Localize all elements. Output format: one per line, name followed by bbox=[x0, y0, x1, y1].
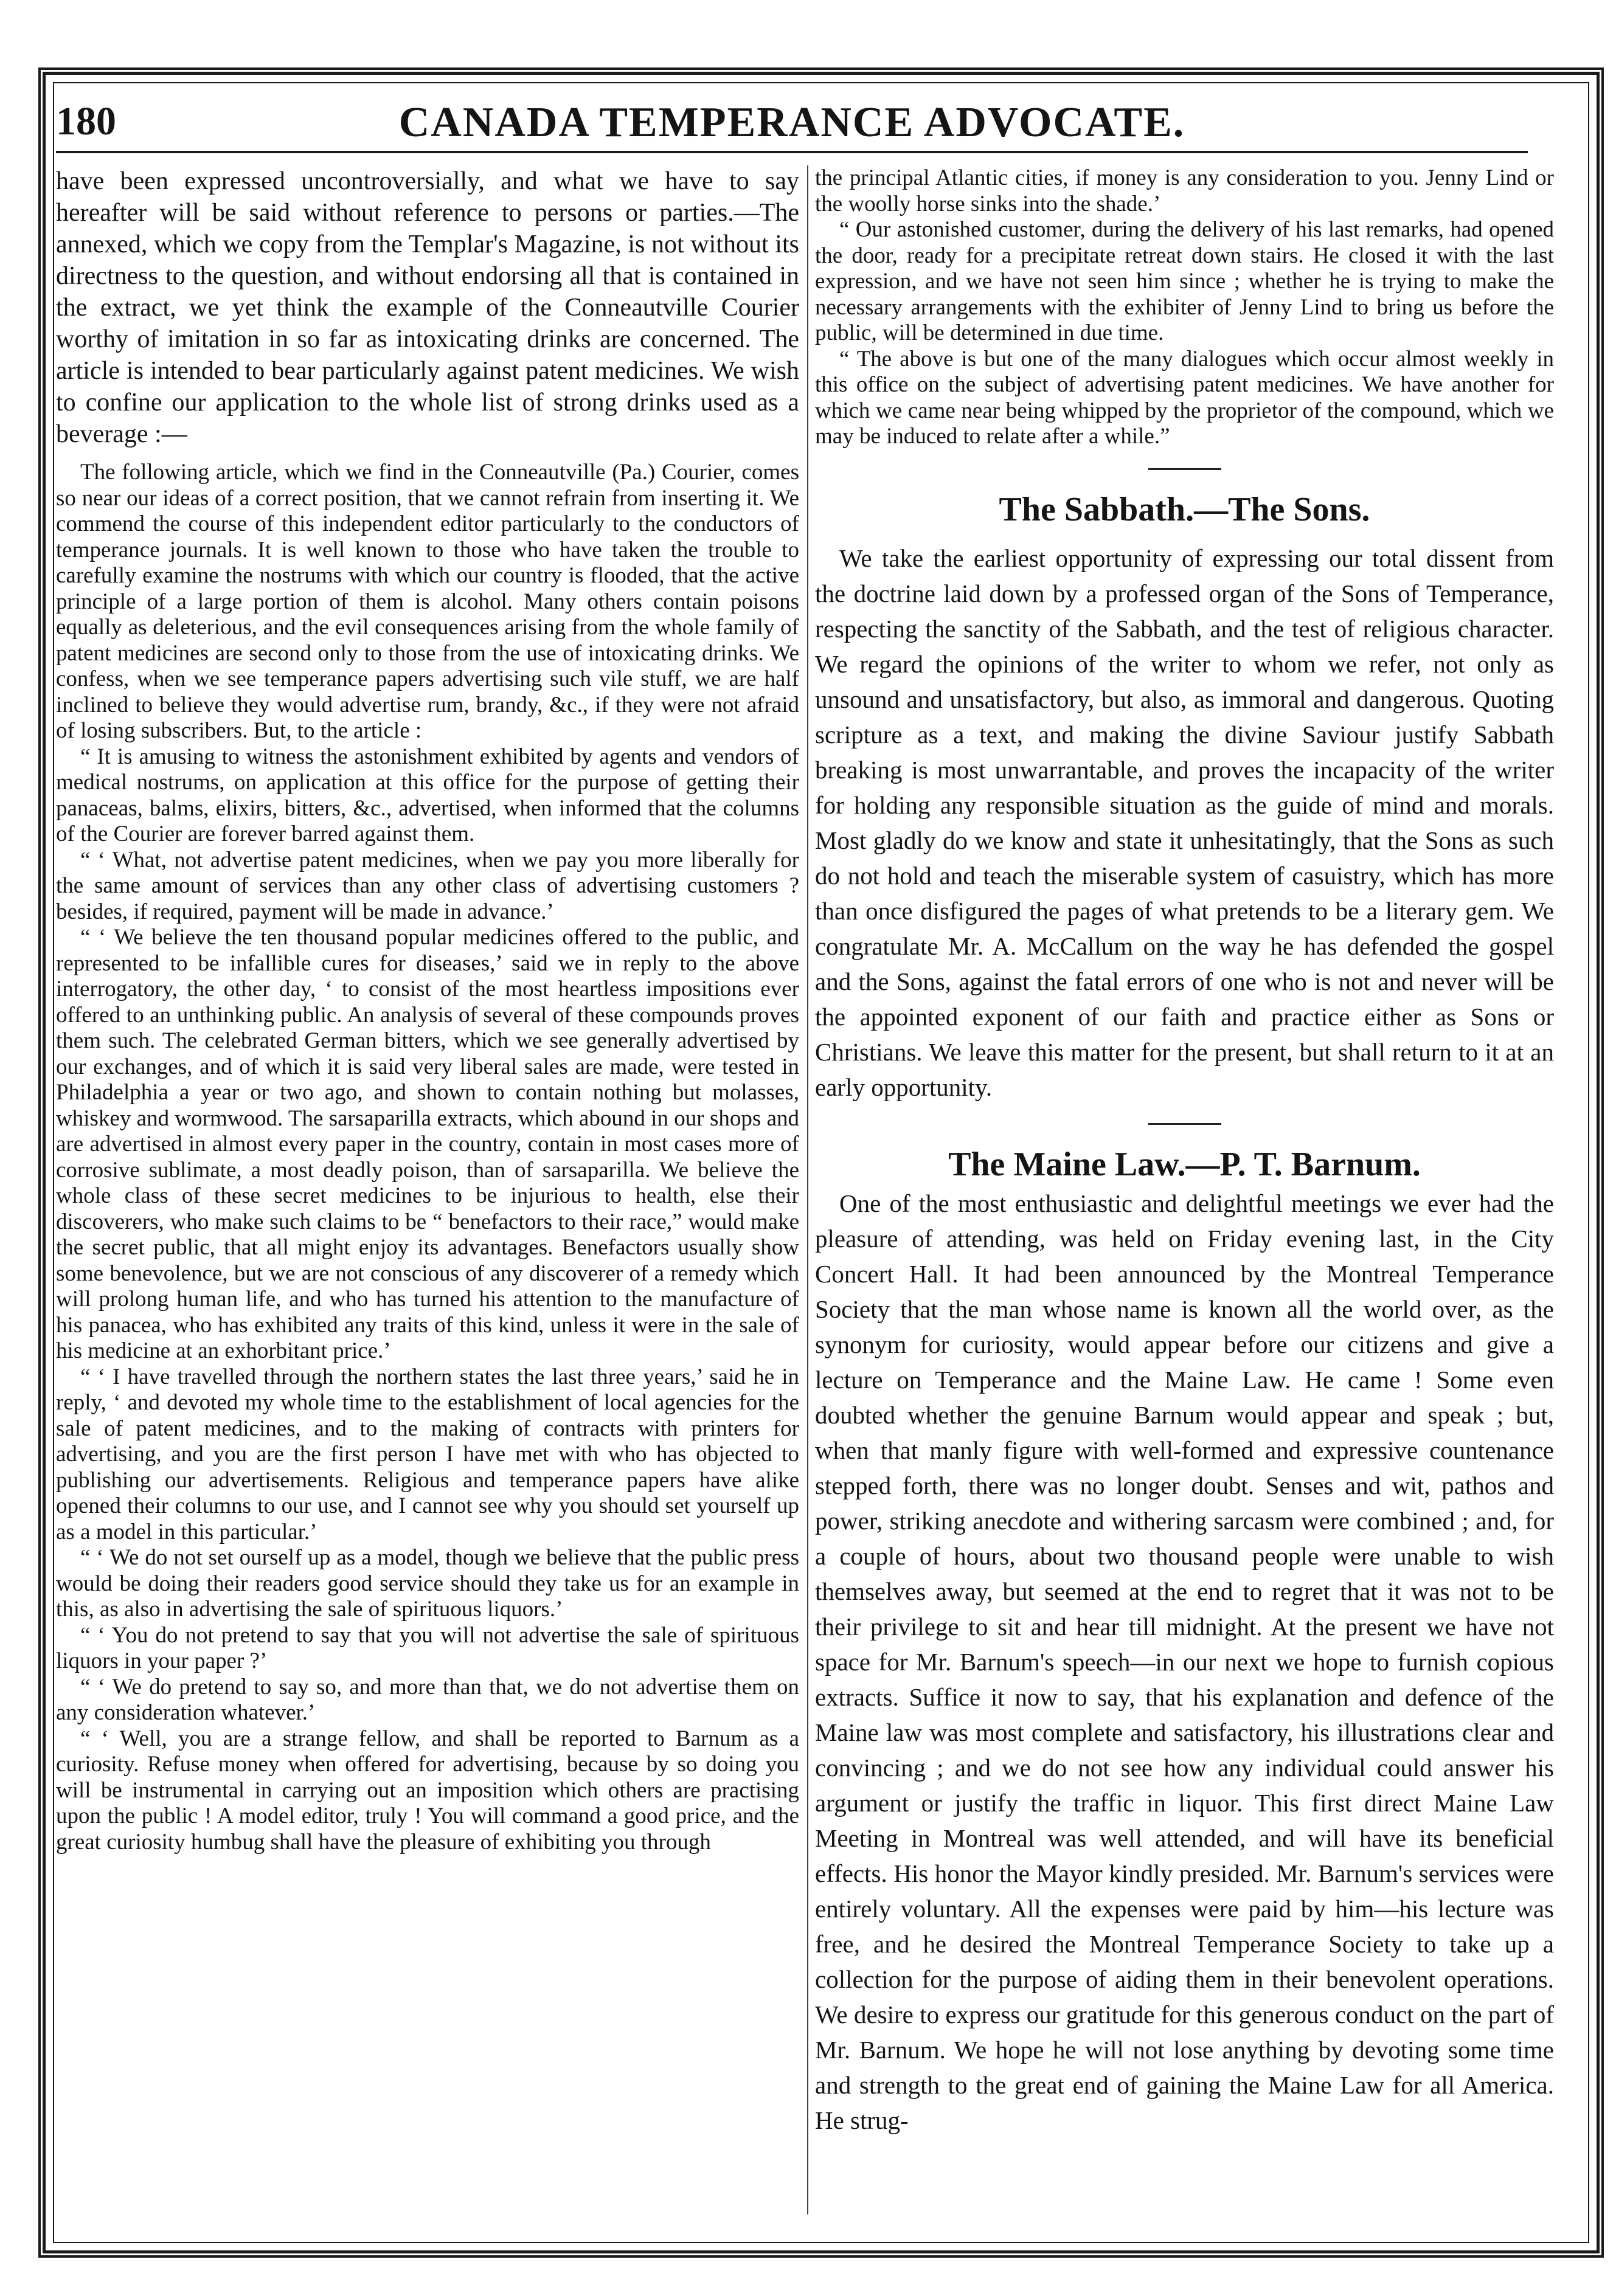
continued-paragraph: the principal Atlantic cities, if money is any consideration to you. Jenny Lind or the woolly horse sinks into the shade.’ bbox=[815, 165, 1554, 216]
maine-law-paragraph: One of the most enthusiastic and delightful meetings we ever had the pleasure of attending, was held on Friday evening last, in the City Concert Hall. It had been announced by the Montreal Temperance Society that the man whose name is known all the world over, as the synonym for curiosity, would appear before our citizens and give a lecture on Temperance and the Maine Law. He came ! Some even doubted whether the genuine Barnum would appear and speak ; but, when that manly figure with well-formed and expressive countenance stepped forth, there was no longer doubt. Senses and wit, pathos and power, striking anecdote and withering sarcasm were combined ; and, for a couple of hours, about two thousand people were unable to wish themselves away, but seemed at the end to regret that it was not to be their privilege to sit and hear till midnight. At the present we have not space for Mr. Barnum's speech—in our next we hope to furnish copious extracts. Suffice it now to say, that his explanation and defence of the Maine law was most complete and satisfactory, his illustrations clear and convincing ; and we do not see how any individual could answer his argument or justify the traffic in liquor. This first direct Maine Law Meeting in Montreal was well attended, and will have its beneficial effects. His honor the Mayor kindly presided. Mr. Barnum's services were entirely voluntary. All the expenses were paid by him—his lecture was free, and he desired the Montreal Temperance Society to take up a collection for the purpose of aiding them in their benevolent operations. We desire to express our gratitude for this generous conduct on the part of Mr. Barnum. We hope he will not lose anything by devoting some time and strength to the great end of gaining the Maine Law for all America. He strug- bbox=[815, 1189, 1554, 2134]
page-header bbox=[56, 99, 1528, 153]
continued-paragraph: “ Our astonished customer, during the delivery of his last remarks, had opened the door, ready for a precipitate retreat down stairs. He closed it with the last expression, and we have not seen him since ; whether he is trying to make the necessary arrangements with the exhibiter of Jenny Lind to bring us before the public, will be determined in due time. bbox=[815, 217, 1554, 345]
section-heading-sabbath: The Sabbath.—The Sons. bbox=[999, 490, 1370, 528]
header-rule bbox=[56, 151, 1528, 153]
article-paragraph: “ ‘ We do pretend to say so, and more than that, we do not advertise them on any consideration whatever.’ bbox=[56, 1674, 799, 1725]
article-paragraph: “ ‘ Well, you are a strange fellow, and shall be reported to Barnum as a curiosity. Refuse money when offered for advertising, because by so doing you will be instrumental in carrying out an imposition which others are practising upon the public ! A model editor, truly ! You will command a good price, and the great curiosity humbug shall have the pleasure of exhibiting you through bbox=[56, 1726, 799, 1855]
article-paragraph: “ It is amusing to witness the astonishment exhibited by agents and vendors of medical nostrums, on application at this office for the purpose of getting their panaceas, balms, elixirs, bitters, &c., advertised, when informed that the columns of the Courier are forever barred against them. bbox=[56, 744, 799, 846]
intro-paragraph: have been expressed uncontroversially, and what we have to say hereafter will be said without reference to persons or parties.—The annexed, which we copy from the Templar's Magazine, is not without its directness to the question, and without endorsing all that is contained in the extract, we yet think the example of the Conneautville Courier worthy of imitation in so far as intoxicating drinks are concerned. The article is intended to bear particularly against patent medicines. We wish to confine our application to the whole list of strong drinks used as a beverage :— bbox=[56, 167, 799, 448]
page-number: 180 bbox=[56, 99, 116, 144]
section-heading-maine-law: The Maine Law.—P. T. Barnum. bbox=[948, 1145, 1421, 1183]
continued-paragraph: “ The above is but one of the many dialogues which occur almost weekly in this office on the subject of advertising patent medicines. We have another for which we came near being whipped by the proprietor of the compound, which we may be induced to relate after a while.” bbox=[815, 346, 1554, 449]
column-divider bbox=[807, 165, 808, 2215]
article-paragraph: “ ‘ We do not set ourself up as a model, though we believe that the public press would be doing their readers good service should they take us for an example in this, as also in advertising the sale of spirituous liquors.’ bbox=[56, 1545, 799, 1622]
article-paragraph: “ ‘ You do not pretend to say that you will not advertise the sale of spirituous liquors in your paper ?’ bbox=[56, 1622, 799, 1673]
sabbath-paragraph: We take the earliest opportunity of expressing our total dissent from the doctrine laid down by a professed organ of the Sons of Temperance, respecting the sanctity of the Sabbath, and the test of religious character. We regard the opinions of the writer to whom we refer, not only as unsound and unsatisfactory, but also, as immoral and dangerous. Quoting scripture as a text, and making the divine Saviour justify Sabbath breaking is most unwarrantable, and proves the incapacity of the writer for holding any responsible situation as the guide of mind and morals. Most gladly do we know and state it unhesitatingly, that the Sons as such do not hold and teach the miserable system of casuistry, which has more than once disfigured the pages of what pretends to be a literary gem. We congratulate Mr. A. McCallum on the way he has defended the gospel and the Sons, against the fatal errors of one who is not and never will be the appointed exponent of our faith and practice either as Sons or Christians. We leave this matter for the present, but shall return to it at an early opportunity. bbox=[815, 544, 1554, 1101]
article-paragraph: “ ‘ What, not advertise patent medicines, when we pay you more liberally for the same amount of services than any other class of advertising customers ? besides, if required, payment will be made in advance.’ bbox=[56, 847, 799, 924]
article-paragraph: “ ‘ We believe the ten thousand popular medicines offered to the public, and represented to be infallible cures for diseases,’ said we in reply to the above interrogatory, the other day, ‘ to consist of the most heartless impositions ever offered to an unthinking public. An analysis of several of these compounds proves them such. The celebrated German bitters, which we see generally advertised by our exchanges, and of which it is said very liberal sales are made, were tested in Philadelphia a year or two ago, and shown to contain nothing but molasses, whiskey and wormwood. The sarsaparilla extracts, which abound in our shops and are advertised in almost every paper in the country, contain in most cases more of corrosive sublimate, a most deadly poison, than of sarsaparilla. We believe the whole class of these secret medicines to be injurious to health, else their discoverers, who make such claims to be “ benefactors to their race,” would make the secret public, that all might enjoy its advantages. Benefactors usually show some benevolence, but we are not conscious of any discoverer of a remedy which will prolong human life, and who has turned his attention to the manufacture of his panacea, who has exhibited any traits of this kind, unless it were in the sale of his medicine at an exhorbitant price.’ bbox=[56, 925, 799, 1363]
right-column bbox=[815, 165, 1554, 2138]
left-column bbox=[56, 165, 799, 1855]
article-paragraph: “ ‘ I have travelled through the northern states the last three years,’ said he in reply, ‘ and devoted my whole time to the establishment of local agencies for the sale of patent medicines, and to the making of contracts with printers for advertising, and you are the first person I have met with who has objected to publishing our advertisements. Religious and temperance papers have alike opened their columns to our use, and I cannot see why you should set yourself up as a model in this particular.’ bbox=[56, 1364, 799, 1544]
article-paragraph: The following article, which we find in the Conneautville (Pa.) Courier, comes so near our ideas of a correct position, that we cannot refrain from inserting it. We commend the course of this independent editor particularly to the conductors of temperance journals. It is well known to those who have taken the trouble to carefully examine the nostrums with which our country is flooded, that the active principle of a large portion of them is alcohol. Many others contain poisons equally as deleterious, and the evil consequences arising from the whole family of patent medicines are second only to those from the use of intoxicating drinks. We confess, when we see temperance papers advertising such vile stuff, we are half inclined to believe they would advertise rum, brandy, &c., if they were not afraid of losing subscribers. But, to the article : bbox=[56, 460, 799, 743]
running-title: CANADA TEMPERANCE ADVOCATE. bbox=[398, 99, 1185, 146]
